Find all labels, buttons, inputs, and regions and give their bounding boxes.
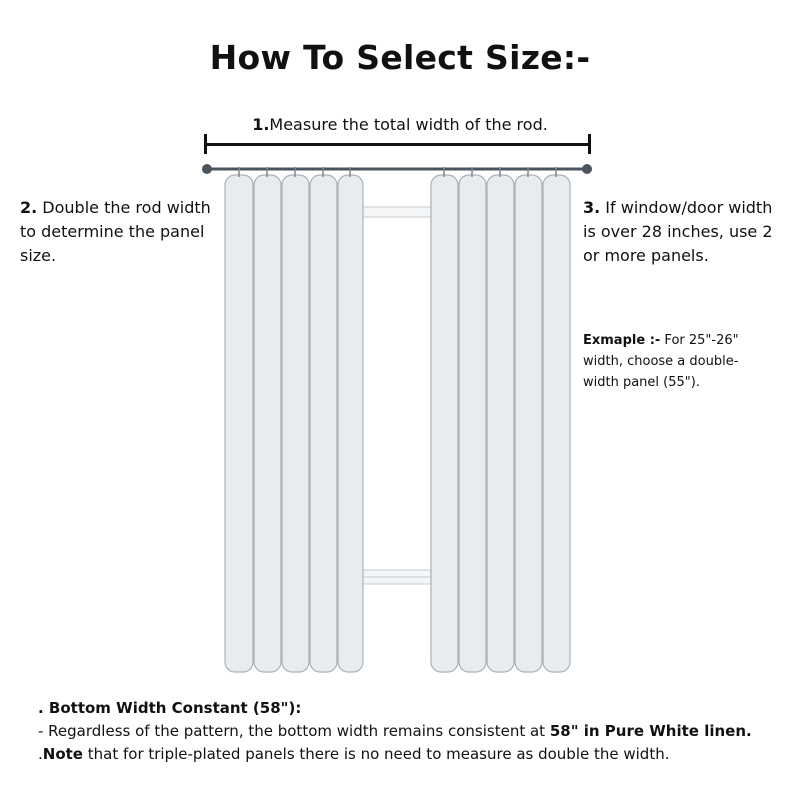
step-2-text — [20, 196, 220, 268]
step-2-number: 2. — [20, 198, 38, 217]
left-curtain-panel — [225, 175, 363, 672]
curtain-illustration — [195, 155, 600, 680]
rod-width-measure-line — [205, 143, 590, 146]
bottom-note-line-3 — [38, 743, 778, 766]
bottom-note — [38, 697, 778, 766]
measure-tick-right — [588, 134, 591, 154]
bottom-note-line-2-bold: 58" in Pure White linen. — [549, 722, 752, 740]
rod-finial-left — [202, 164, 212, 174]
measure-tick-left — [204, 134, 207, 154]
window-bar-top — [360, 207, 435, 217]
bottom-note-line-2-text: - Regardless of the pattern, the bottom width remains consistent at — [38, 722, 550, 740]
step-3-text — [583, 196, 788, 268]
bottom-note-line-3-bold: Note — [42, 745, 83, 763]
bottom-note-line-3-dot: . — [38, 745, 43, 763]
rod-finial-right — [582, 164, 592, 174]
step-1-number: 1. — [252, 115, 270, 134]
right-curtain-panel — [431, 175, 570, 672]
bottom-note-line-3-text: that for triple-plated panels there is no need to measure as double the width. — [82, 745, 670, 763]
step-3-number: 3. — [583, 198, 601, 217]
step-2-label: Double the rod width to determine the panel size. — [20, 198, 211, 265]
step-3-label: If window/door width is over 28 inches, use 2 or more panels. — [583, 198, 773, 265]
bottom-note-heading-text: . Bottom Width Constant (58"): — [38, 699, 302, 717]
step-1-text — [0, 115, 800, 134]
step-1-label: Measure the total width of the rod. — [269, 115, 548, 134]
example-label: Exmaple :- — [583, 333, 661, 348]
bottom-note-line-2 — [38, 720, 778, 743]
bottom-note-heading — [38, 697, 778, 720]
example-note — [583, 330, 773, 393]
page-title: How To Select Size:- — [209, 38, 591, 77]
example-text: For 25"-26" width, choose a double-width panel (55"). — [583, 333, 739, 390]
